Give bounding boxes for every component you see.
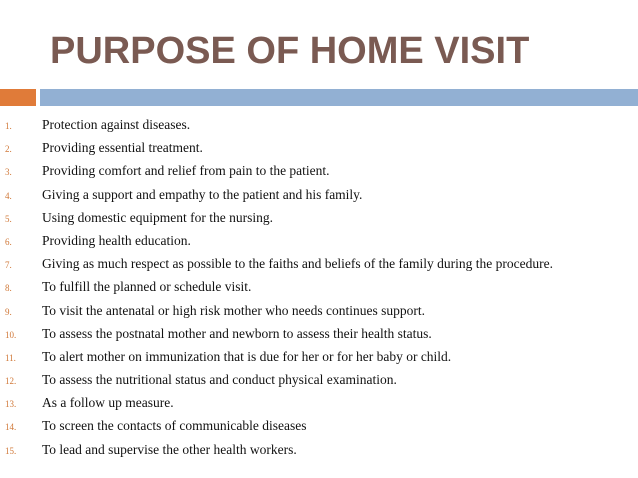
list-number: 11. xyxy=(5,352,16,363)
list-text: As a follow up measure. xyxy=(42,395,174,411)
list-text: Providing essential treatment. xyxy=(42,140,203,156)
list-number: 13. xyxy=(5,399,17,410)
accent-bar-blue xyxy=(40,89,638,106)
list-text: To visit the antenatal or high risk mother who needs continues support. xyxy=(42,302,425,318)
list-text: To assess the nutritional status and conduct physical examination. xyxy=(42,372,397,388)
list-text: To assess the postnatal mother and newborn to assess their health status. xyxy=(42,325,432,341)
list-text: Providing comfort and relief from pain to the patient. xyxy=(42,163,330,179)
list-text: Giving a support and empathy to the patient and his family. xyxy=(42,186,363,202)
list-number: 14. xyxy=(5,422,17,433)
accent-bar-orange xyxy=(0,89,36,106)
list-number: 8. xyxy=(5,283,12,294)
list-text: To lead and supervise the other health workers. xyxy=(42,441,297,457)
list-text: Protection against diseases. xyxy=(42,117,191,132)
list-number: 3. xyxy=(5,167,12,178)
list-text: Providing health education. xyxy=(42,232,191,248)
list-number: 7. xyxy=(5,260,12,271)
list-number: 9. xyxy=(5,306,12,317)
list-number: 15. xyxy=(5,445,17,456)
list-number: 5. xyxy=(5,213,12,224)
list-number: 4. xyxy=(5,190,12,201)
list-number: 6. xyxy=(5,236,12,247)
list-number: 2. xyxy=(5,144,12,155)
list-number: 12. xyxy=(5,376,17,387)
list-text: Giving as much respect as possible to the faiths and beliefs of the family during the procedure. xyxy=(42,256,553,272)
slide-title: PURPOSE OF HOME VISIT xyxy=(50,30,530,72)
list-text: To fulfill the planned or schedule visit. xyxy=(42,279,252,295)
list-text: Using domestic equipment for the nursing. xyxy=(42,209,273,225)
list-number: 10. xyxy=(5,329,17,340)
list-text: To screen the contacts of communicable diseases xyxy=(42,418,307,434)
list-number: 1. xyxy=(5,121,12,131)
list-text: To alert mother on immunization that is due for her or for her baby or child. xyxy=(42,348,452,364)
